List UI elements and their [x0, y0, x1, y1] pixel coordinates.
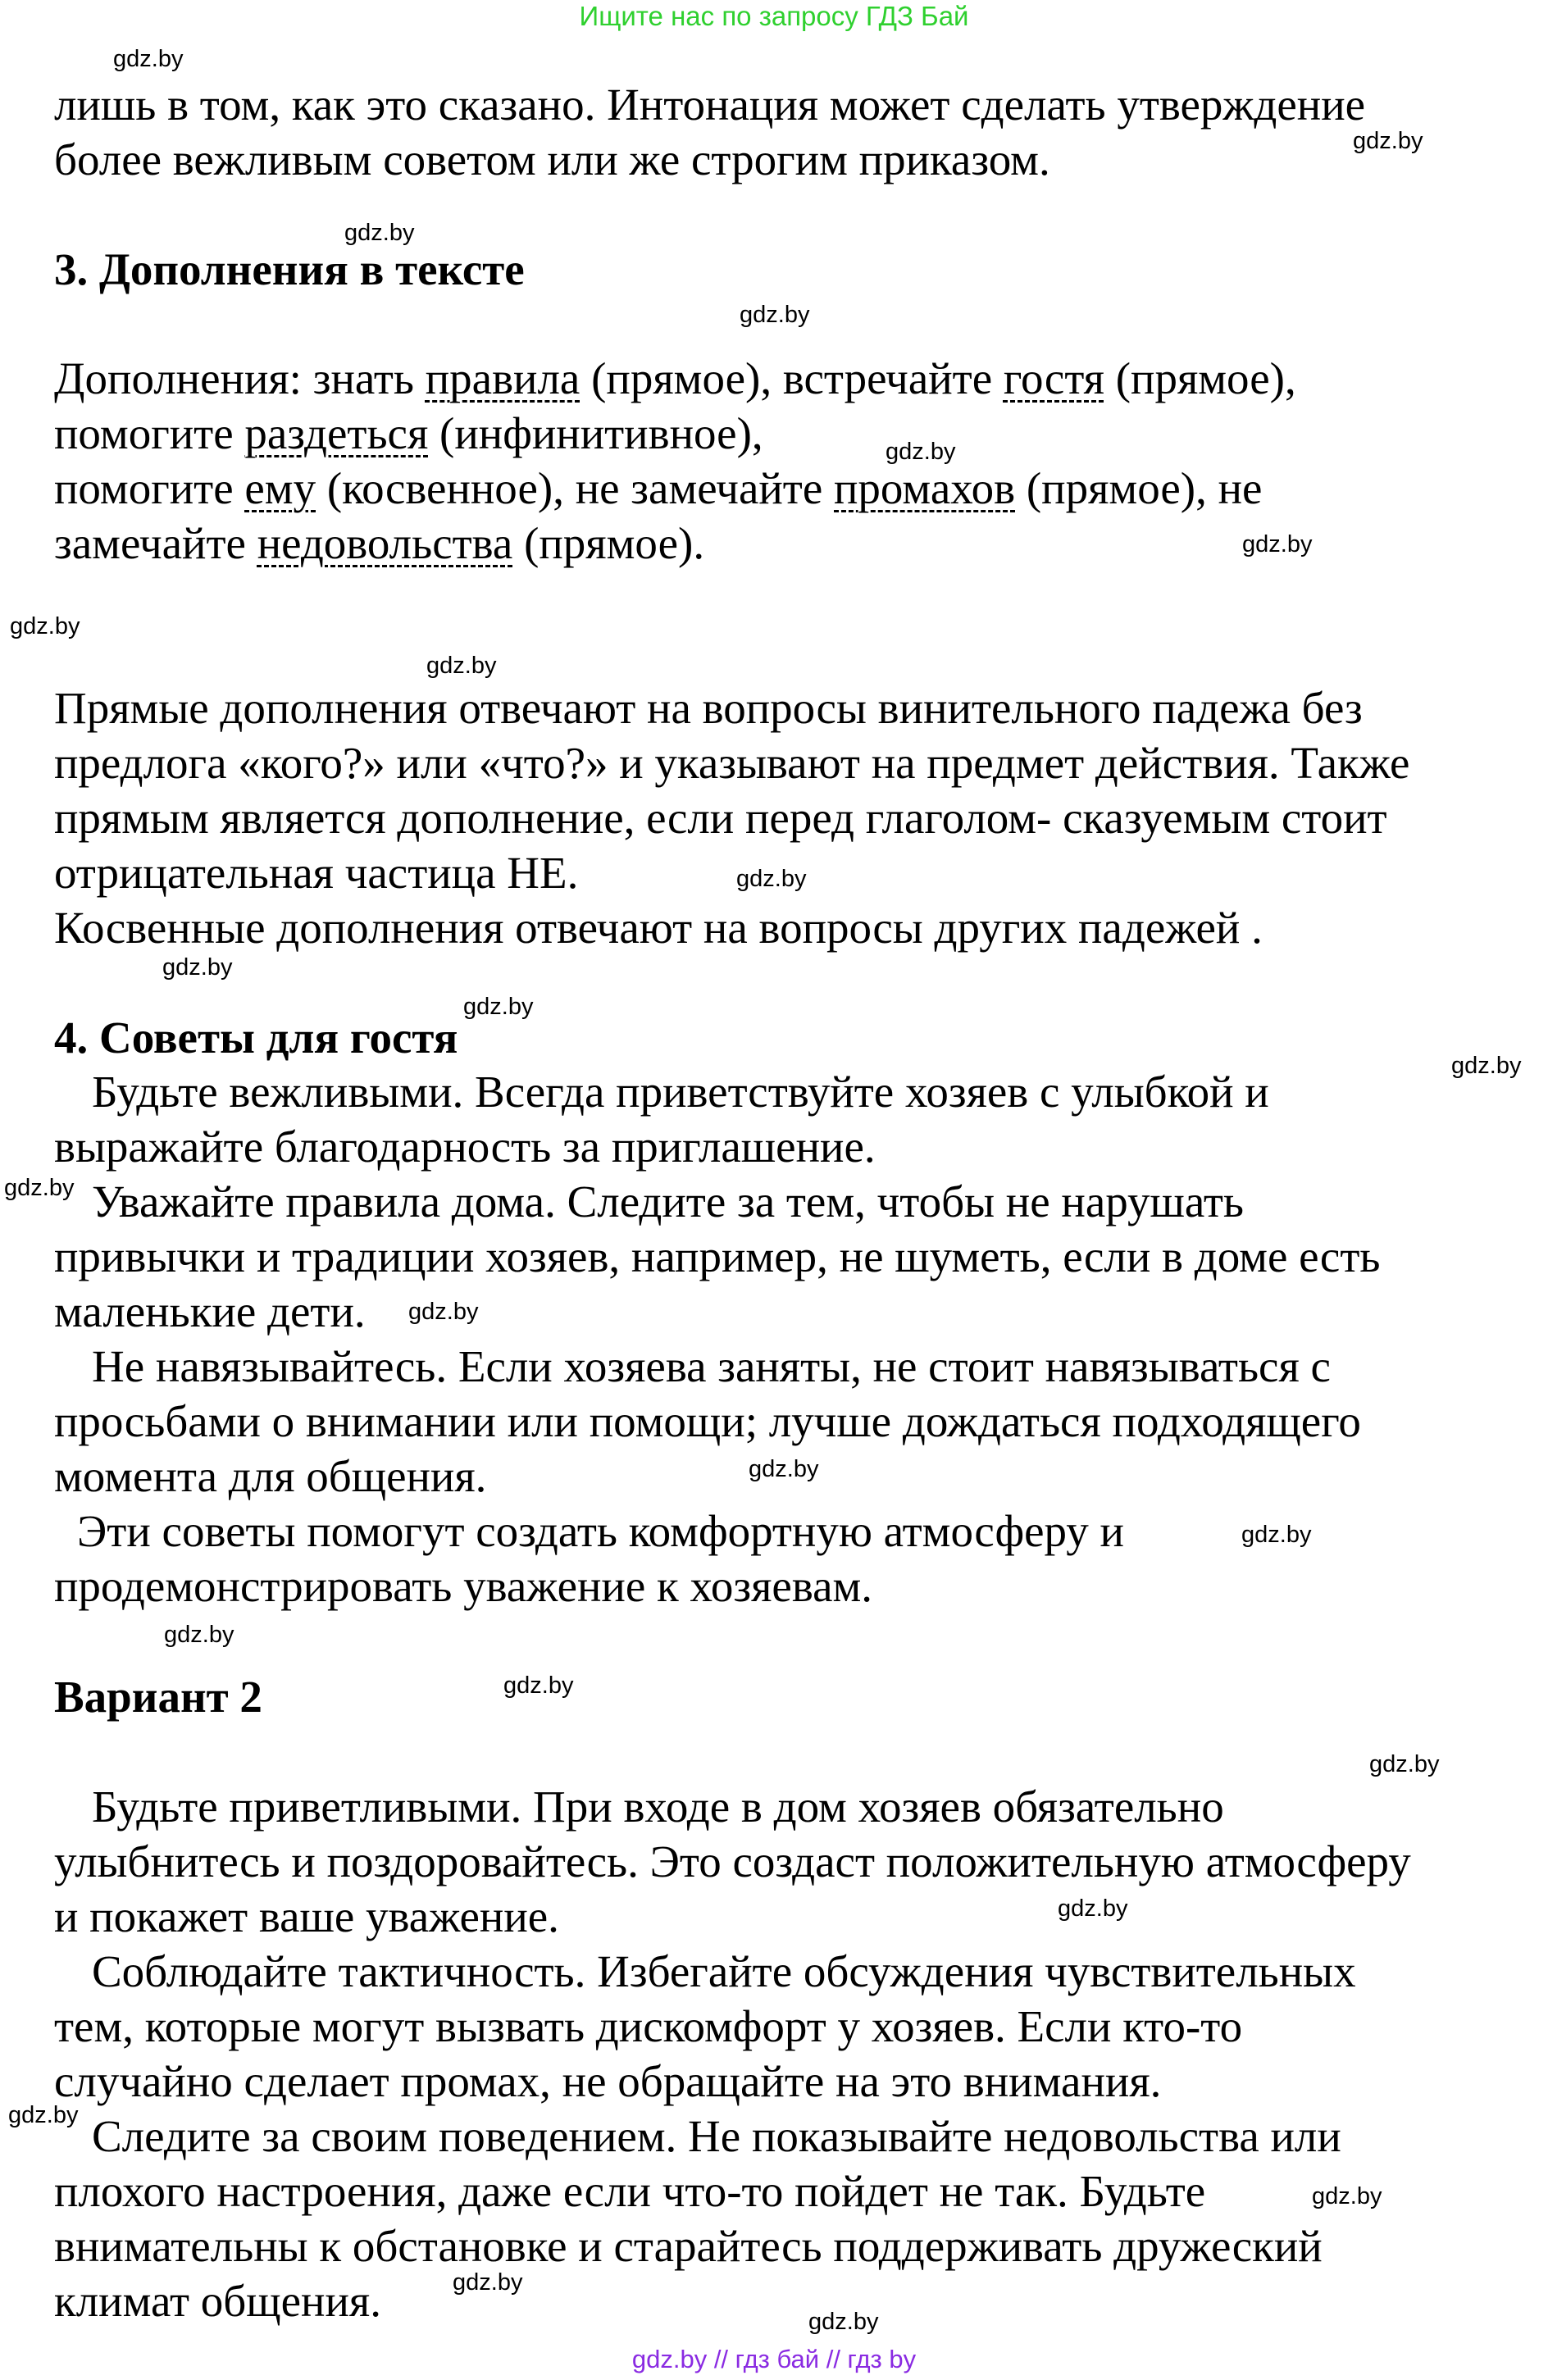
watermark: gdz.by	[408, 1299, 479, 1325]
object-word: промахов	[834, 463, 1016, 513]
footer-links[interactable]: gdz.by // гдз бай // гдз by	[631, 2345, 917, 2373]
paragraph-line: внимательны к обстановке и старайтесь поддерживать дружеский	[54, 2221, 1323, 2271]
paragraph-line: Уважайте правила дома. Следите за тем, чтобы не нарушать	[92, 1176, 1244, 1226]
paragraph-line: Не навязывайтесь. Если хозяева заняты, не стоит навязываться с	[92, 1341, 1331, 1391]
paragraph-line: Будьте вежливыми. Всегда приветствуйте хозяев с улыбкой и	[92, 1067, 1269, 1117]
watermark: gdz.by	[1058, 1895, 1128, 1922]
text-span: Дополнения: знать	[54, 353, 426, 403]
watermark: gdz.by	[1242, 531, 1313, 557]
watermark: gdz.by	[736, 866, 807, 892]
watermark: gdz.by	[503, 1672, 574, 1699]
paragraph-line: Следите за своим поведением. Не показывайте недовольства или	[92, 2111, 1341, 2161]
paragraph-line: прямым является дополнение, если перед глаголом- сказуемым стоит	[54, 793, 1387, 843]
paragraph-line: Прямые дополнения отвечают на вопросы винительного падежа без	[54, 683, 1363, 733]
paragraph-line: тем, которые могут вызвать дискомфорт у хозяев. Если кто-то	[54, 2001, 1243, 2051]
paragraph-line: плохого настроения, даже если что-то пойдет не так. Будьте	[54, 2166, 1206, 2216]
paragraph-line: Будьте приветливыми. При входе в дом хозяев обязательно	[92, 1782, 1224, 1832]
intro-line: лишь в том, как это сказано. Интонация может сделать утверждение	[54, 80, 1366, 130]
watermark: gdz.by	[1451, 1053, 1522, 1079]
paragraph-line: Соблюдайте тактичность. Избегайте обсуждения чувствительных	[92, 1946, 1356, 1996]
paragraph-line: привычки и традиции хозяев, например, не шуметь, если в доме есть	[54, 1231, 1381, 1281]
watermark: gdz.by	[740, 302, 810, 328]
watermark: gdz.by	[4, 1175, 75, 1201]
text-span: (прямое), не	[1015, 463, 1263, 513]
watermark: gdz.by	[1353, 128, 1423, 154]
text-span: (прямое), встречайте	[580, 353, 1004, 403]
watermark: gdz.by	[886, 439, 956, 465]
text-span: (прямое),	[1104, 353, 1296, 403]
paragraph-line: улыбнитесь и поздоровайтесь. Это создаст положительную атмосферу	[54, 1836, 1411, 1886]
paragraph-line	[54, 406, 1522, 461]
watermark: gdz.by	[162, 954, 233, 981]
text-span: помогите	[54, 408, 245, 458]
intro-line: более вежливым советом или же строгим приказом.	[54, 134, 1050, 184]
paragraph-line	[54, 516, 1522, 571]
paragraph-line: отрицательная частица НЕ.	[54, 848, 579, 898]
object-word: гостя	[1003, 353, 1104, 403]
watermark: gdz.by	[164, 1622, 234, 1648]
watermark: gdz.by	[344, 220, 415, 246]
text-span: помогите	[54, 463, 245, 513]
paragraph-line: случайно сделает промах, не обращайте на это внимания.	[54, 2056, 1162, 2106]
section-heading: Вариант 2	[54, 1672, 262, 1722]
object-word: правила	[425, 353, 580, 403]
paragraph-line: предлога «кого?» или «что?» и указывают на предмет действия. Также	[54, 738, 1410, 788]
paragraph-line: и покажет ваше уважение.	[54, 1891, 559, 1941]
top-banner[interactable]: Ищите нас по запросу ГДЗ Бай	[579, 1, 969, 31]
text-span: замечайте	[54, 518, 257, 568]
paragraph-line	[54, 461, 1522, 516]
watermark: gdz.by	[10, 613, 80, 639]
paragraph-line: продемонстрировать уважение к хозяевам.	[54, 1561, 873, 1611]
paragraph-line: маленькие дети.	[54, 1286, 366, 1336]
watermark: gdz.by	[426, 653, 497, 679]
paragraph-line: выражайте благодарность за приглашение.	[54, 1122, 876, 1172]
paragraph-line: климат общения.	[54, 2276, 381, 2326]
section-heading: 4. Советы для гостя	[54, 1013, 458, 1063]
paragraph-line: Косвенные дополнения отвечают на вопросы других падежей .	[54, 903, 1263, 953]
watermark: gdz.by	[8, 2102, 79, 2128]
object-word: недовольства	[257, 518, 513, 568]
text-span: (прямое).	[512, 518, 705, 568]
watermark: gdz.by	[1312, 2183, 1382, 2209]
watermark: gdz.by	[749, 1456, 819, 1482]
watermark: gdz.by	[808, 2309, 879, 2335]
paragraph-line: момента для общения.	[54, 1451, 487, 1501]
watermark: gdz.by	[113, 46, 184, 72]
watermark: gdz.by	[453, 2269, 523, 2296]
text-span: (косвенное), не замечайте	[316, 463, 834, 513]
section-heading: 3. Дополнения в тексте	[54, 244, 525, 294]
watermark: gdz.by	[463, 994, 534, 1020]
paragraph-line: просьбами о внимании или помощи; лучше дождаться подходящего	[54, 1396, 1361, 1446]
watermark: gdz.by	[1369, 1751, 1440, 1777]
object-word: раздеться	[244, 408, 429, 458]
text-span: (инфинитивное),	[428, 408, 763, 458]
object-word: ему	[244, 463, 316, 513]
paragraph-line	[54, 351, 1522, 406]
paragraph-line: Эти советы помогут создать комфортную атмосферу и	[77, 1506, 1124, 1556]
watermark: gdz.by	[1241, 1522, 1312, 1548]
